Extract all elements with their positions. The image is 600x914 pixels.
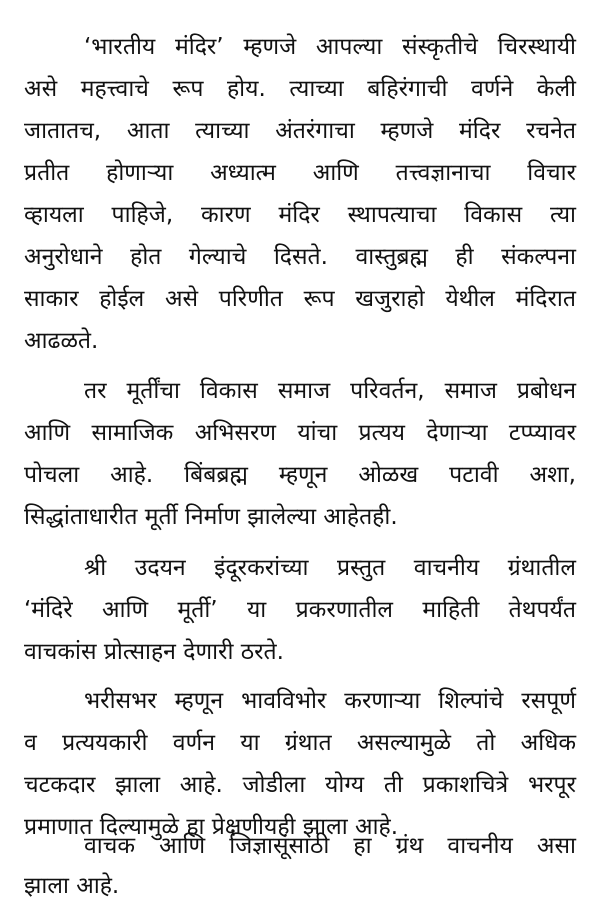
paragraph-1-line-5: व्हायला पाहिजे, कारण मंदिर स्थापत्याचा विकास त्या: [24, 202, 576, 228]
paragraph-1-line-4: प्रतीत होणाऱ्या अध्यात्म आणि तत्त्वज्ञानाचा विचार: [24, 160, 576, 186]
paragraph-4-line-1: भरीसभर म्हणून भावविभोर करणाऱ्या शिल्पांचे रसपूर्ण: [84, 688, 576, 714]
paragraph-3-line-1: श्री उदयन इंदूरकरांच्या प्रस्तुत वाचनीय ग्रंथातील: [84, 555, 576, 581]
paragraph-1-line-7: साकार होईल असे परिणीत रूप खजुराहो येथील मंदिरात: [24, 286, 576, 312]
paragraph-2-line-1: तर मूर्तींचा विकास समाज परिवर्तन, समाज प्रबोधन: [84, 378, 576, 404]
paragraph-1-line-2: असे महत्त्वाचे रूप होय. त्याच्या बहिरंगाची वर्णने केली: [24, 76, 576, 102]
paragraph-4-line-3: चटकदार झाला आहे. जोडीला योग्य ती प्रकाशचित्रे भरपूर: [24, 772, 576, 798]
paragraph-2-line-2: आणि सामाजिक अभिसरण यांचा प्रत्यय देणाऱ्या टप्प्यावर: [24, 420, 576, 446]
paragraph-1-line-1: ‘भारतीय मंदिर’ म्हणजे आपल्या संस्कृतीचे चिरस्थायी: [84, 34, 576, 60]
paragraph-1-line-3: जातातच, आता त्याच्या अंतरंगाचा म्हणजे मंदिर रचनेत: [24, 118, 576, 144]
paragraph-4-line-4: प्रमाणात दिल्यामुळे हा प्रेक्षणीयही झाला आहे.: [24, 814, 399, 840]
paragraph-1-line-6: अनुरोधाने होत गेल्याचे दिसते. वास्तुब्रह्म ही संकल्पना: [24, 244, 576, 270]
paragraph-5-line-2: झाला आहे.: [24, 873, 120, 899]
paragraph-4-line-2: व प्रत्ययकारी वर्णन या ग्रंथात असल्यामुळे तो अधिक: [24, 730, 576, 756]
paragraph-2-line-4: सिद्धांताधारीत मूर्ती निर्माण झालेल्या आहेतही.: [24, 504, 398, 530]
paragraph-3-line-2: ‘मंदिरे आणि मूर्ती’ या प्रकरणातील माहिती तेथपर्यंत: [24, 597, 576, 623]
paragraph-3-line-3: वाचकांस प्रोत्साहन देणारी ठरते.: [24, 639, 284, 665]
paragraph-1-line-8: आढळते.: [24, 328, 99, 354]
paragraph-5-line-1: वाचक आणि जिज्ञासूंसाठी हा ग्रंथ वाचनीय असा: [84, 833, 576, 859]
paragraph-2-line-3: पोचला आहे. बिंबब्रह्म म्हणून ओळख पटावी अशा,: [24, 462, 576, 488]
